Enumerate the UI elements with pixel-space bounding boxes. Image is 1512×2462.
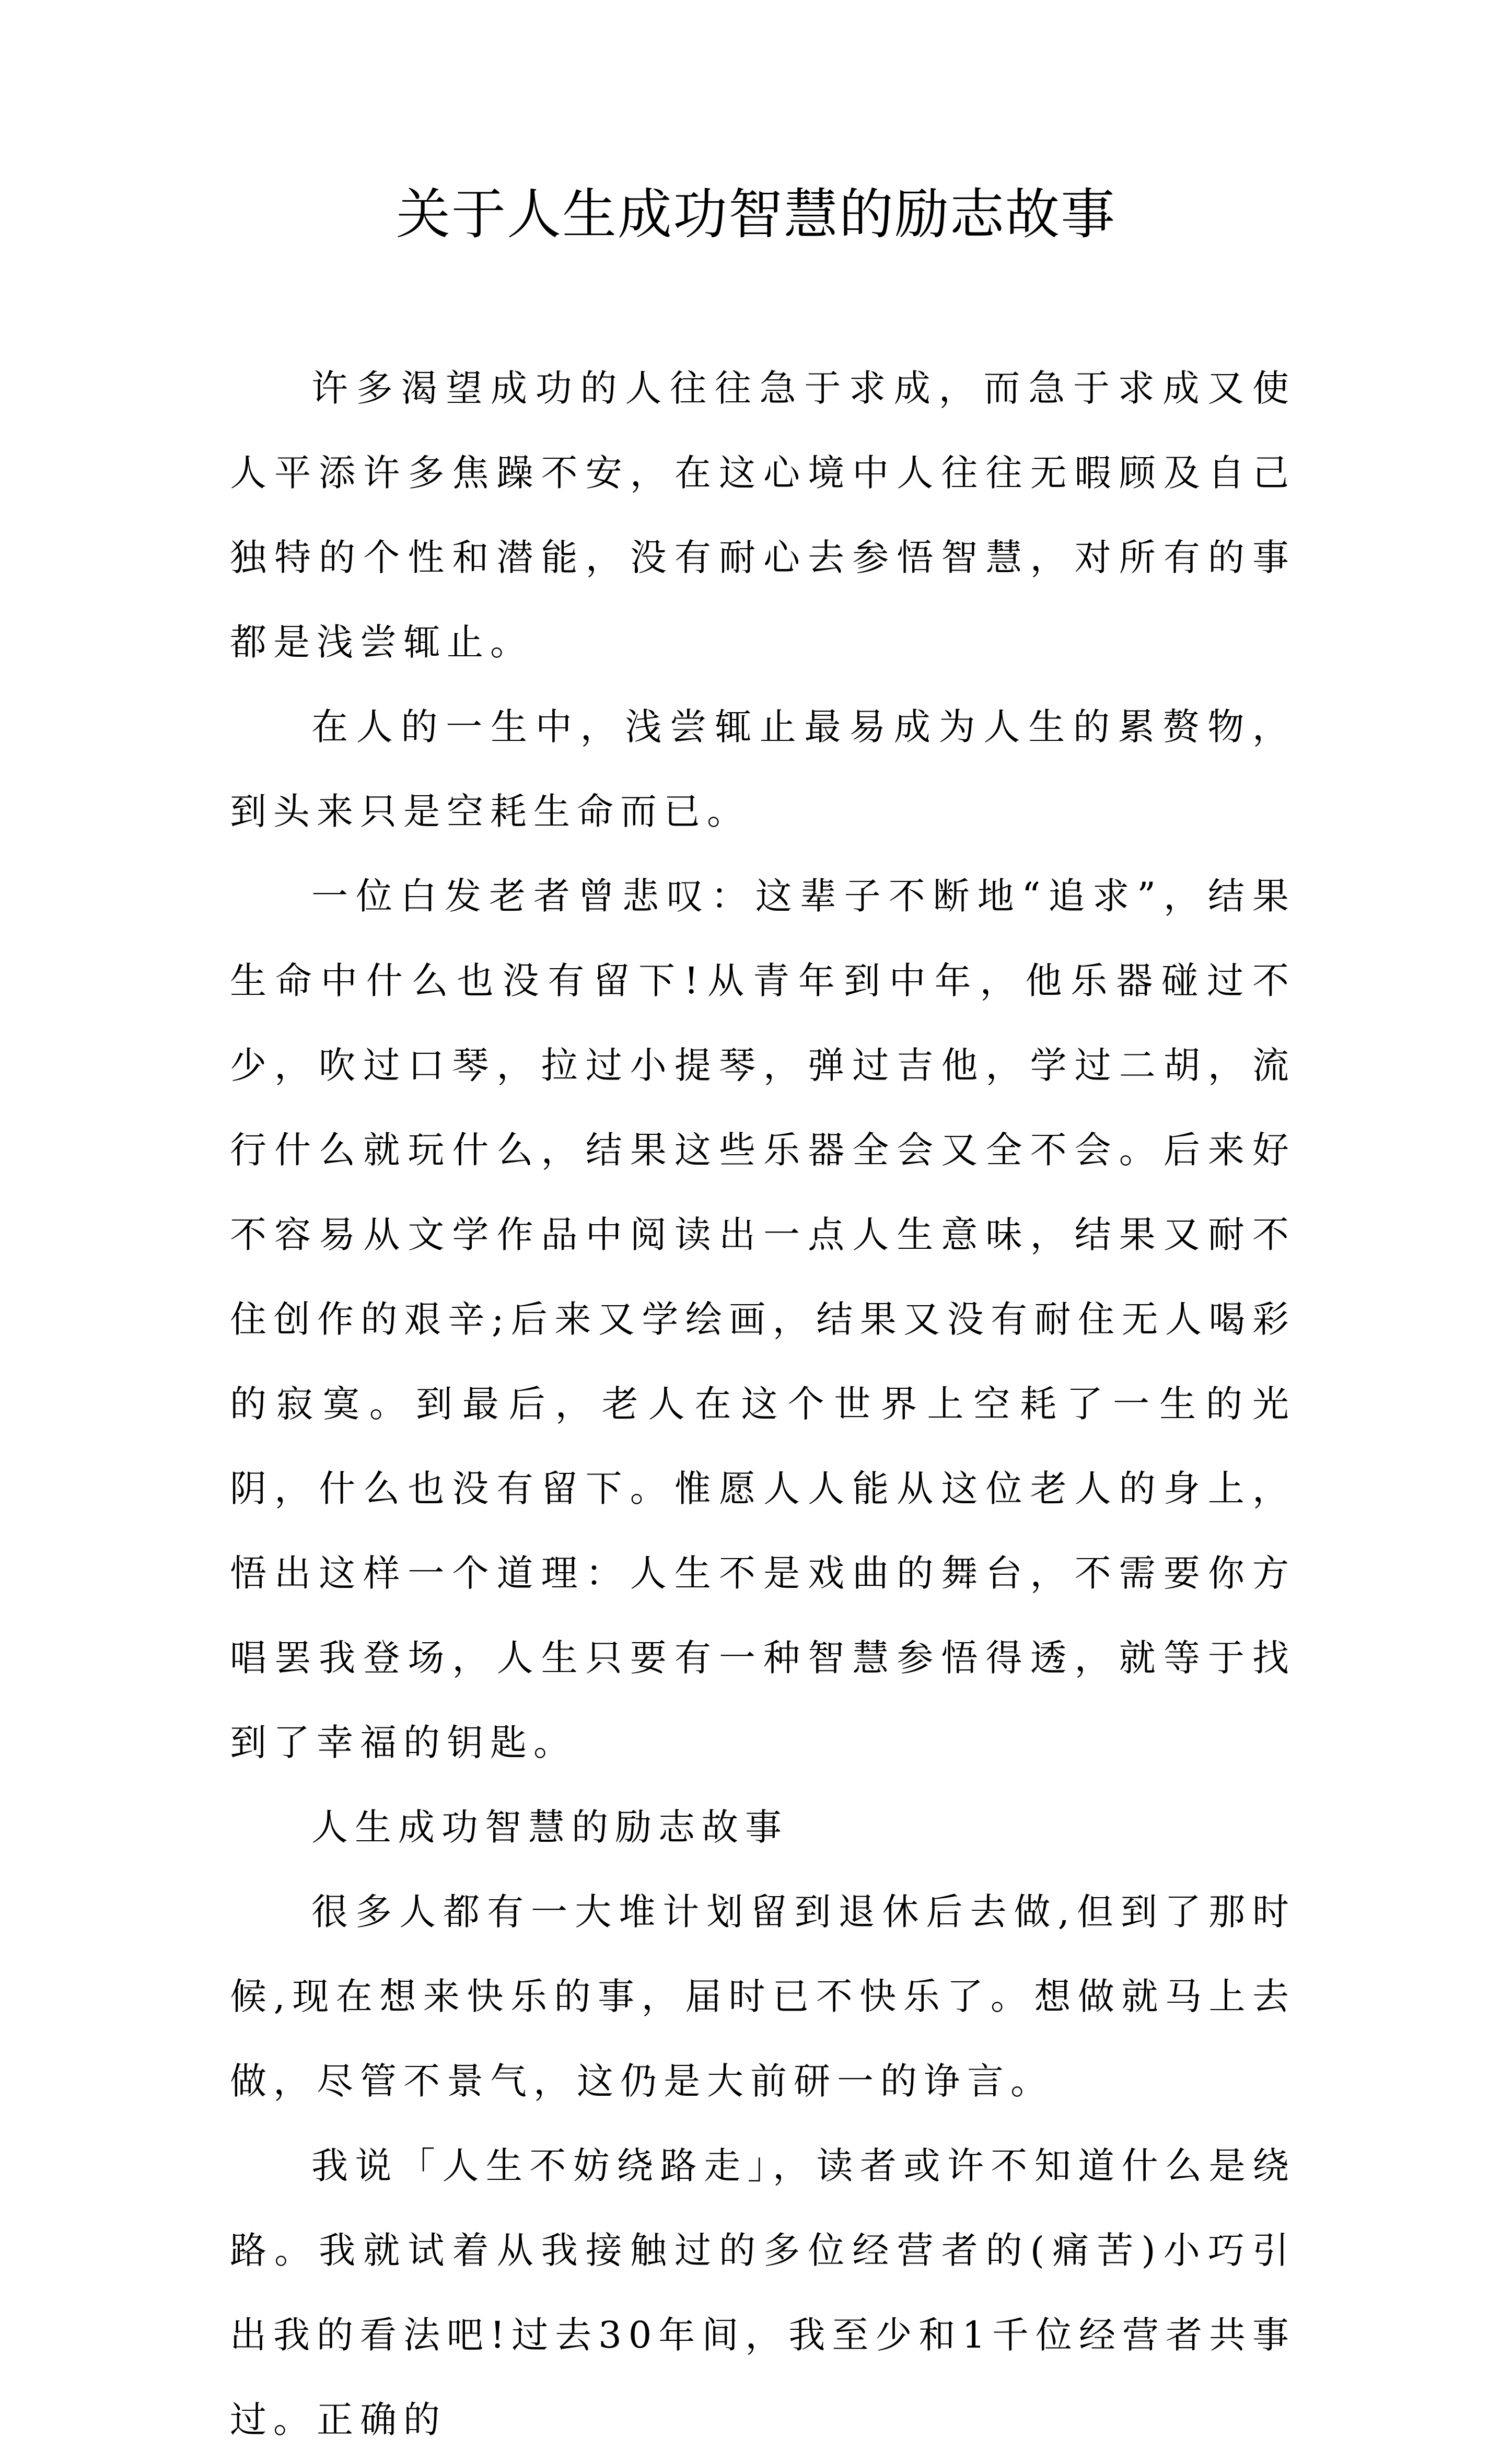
document-body — [230, 346, 1296, 2462]
paragraph: 我说「人生不妨绕路走」，读者或许不知道什么是绕路。我就试着从我接触过的多位经营者的(痛苦)小巧引出我的看法吧!过去30年间，我至少和1千位经营者共事过。正确的 — [230, 2144, 1296, 2441]
document-title: 关于人生成功智慧的励志故事 — [396, 182, 1116, 246]
paragraph: 很多人都有一大堆计划留到退休后去做,但到了那时候,现在想来快乐的事，届时已不快乐了。想做就马上去做，尽管不景气，这仍是大前研一的诤言。 — [230, 1890, 1296, 2103]
paragraph: 在人的一生中，浅尝辄止最易成为人生的累赘物，到头来只是空耗生命而已。 — [230, 705, 1296, 833]
paragraph: 一位白发老者曾悲叹：这辈子不断地“追求”，结果生命中什么也没有留下!从青年到中年，他乐器碰过不少，吹过口琴，拉过小提琴，弹过吉他，学过二胡，流行什么就玩什么，结果这些乐器全会又全不会。后来好不容易从文学作品中阅读出一点人生意味，结果又耐不住创作的艰辛;后来又学绘画，结果又没有耐住无人喝彩的寂寞。到最后，老人在这个世界上空耗了一生的光阴，什么也没有留下。惟愿人人能从这位老人的身上，悟出这样一个道理：人生不是戏曲的舞台，不需要你方唱罢我登场，人生只要有一种智慧参悟得透，就等于找到了幸福的钥匙。 — [230, 875, 1296, 1764]
section-heading: 人生成功智慧的励志故事 — [311, 1806, 788, 1849]
paragraph: 许多渴望成功的人往往急于求成，而急于求成又使人平添许多焦躁不安，在这心境中人往往无暇顾及自己独特的个性和潜能，没有耐心去参悟智慧，对所有的事都是浅尝辄止。 — [230, 367, 1296, 664]
